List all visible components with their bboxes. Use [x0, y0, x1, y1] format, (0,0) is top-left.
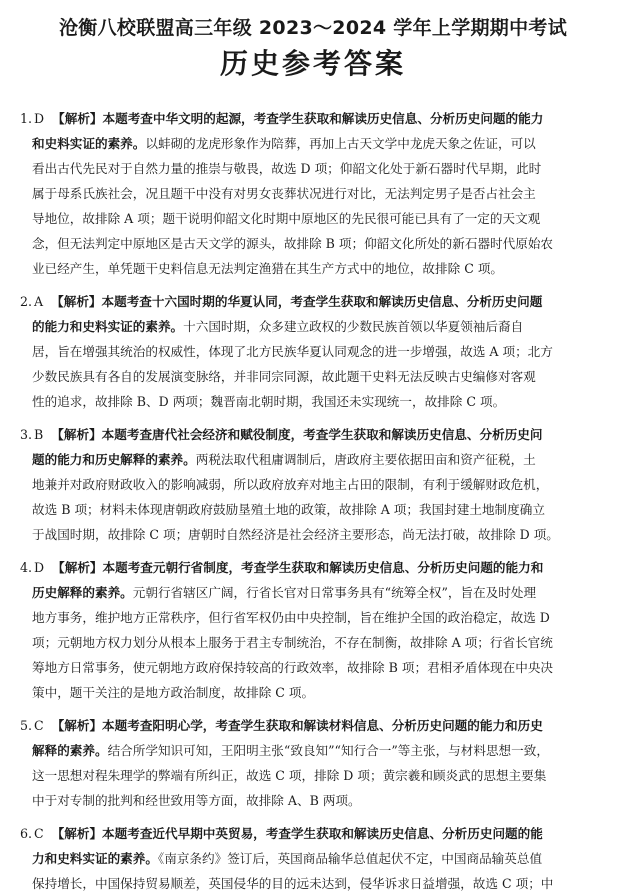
bold-text: 本题考查阳明心学，考查学生获取和解读材料信息、分析历史问题的能力和历史: [102, 718, 543, 733]
answer-line: [20, 680, 606, 705]
body-text: 念，但无法判定中原地区是古天文学的源头，故排除 B 项；仰韶文化所处的新石器时代原始农: [32, 236, 554, 251]
answer-line: [20, 821, 606, 846]
body-text: 十六国时期，众多建立政权的少数民族首领以华夏领袖后裔自: [183, 319, 524, 334]
body-text: 筹地方日常事务，使元朝地方政府保持较高的行政效率，故排除 B 项；君相矛盾体现在中央决: [32, 660, 554, 675]
body-text: 地兼并对政府财政收入的影响减弱，所以政府放弃对地主占田的限制，有利于缓解财政危机，: [32, 477, 549, 492]
analysis-tag: 【解析】: [51, 718, 103, 733]
body-text: 于战国时期，故排除 C 项；唐朝时自然经济是社会经济主要形态，尚无法打破，故排除 D 项。: [32, 527, 559, 542]
answer-line: [20, 339, 606, 364]
analysis-tag: 【解析】: [51, 826, 103, 841]
answer-line: [20, 106, 606, 131]
answer-line: [20, 497, 606, 522]
bold-text: 力和史料实证的素养。: [32, 851, 158, 866]
answer-item: [20, 555, 606, 705]
answer-line: [20, 256, 606, 281]
question-number: 2.: [20, 294, 33, 309]
answer-line: [20, 788, 606, 813]
question-number: 6.: [20, 826, 33, 841]
body-text: 策中，题干关注的是地方政治制度，故排除 C 项。: [32, 685, 315, 700]
answer-list: [20, 106, 606, 896]
answer-line: [20, 522, 606, 547]
answer-letter: D: [34, 560, 45, 575]
body-text: 这一思想对程朱理学的弊端有所纠正，故选 C 项，排除 D 项；黄宗羲和顾炎武的思想主要集: [32, 768, 547, 783]
answer-line: [20, 846, 606, 871]
body-text: 两税法取代租庸调制后，唐政府主要依据田亩和资产征税，土: [195, 452, 536, 467]
question-number: 5.: [20, 718, 33, 733]
answer-item: [20, 713, 606, 813]
answer-item: [20, 821, 606, 896]
analysis-tag: 【解析】: [51, 427, 102, 442]
body-text: 导地位，故排除 A 项；题干说明仰韶文化时期中原地区的先民很可能已具有了一定的天文观: [32, 211, 541, 226]
bold-text: 本题考查十六国时期的华夏认同，考查学生获取和解读历史信息、分析历史问题: [101, 294, 543, 309]
bold-text: 历史解释的素养。: [32, 585, 133, 600]
answer-line: [20, 447, 606, 472]
bold-text: 和史料实证的素养。: [32, 136, 146, 151]
answer-line: [20, 231, 606, 256]
answer-item: [20, 422, 606, 547]
body-text: 《南京条约》签订后，英国商品输华总值起伏不定，中国商品输英总值: [157, 851, 543, 866]
body-text: 结合所学知识可知，王阳明主张“致良知”“知行合一”等主张，与材料思想一致，: [107, 743, 549, 758]
answer-line: [20, 472, 606, 497]
bold-text: 本题考查中华文明的起源，考查学生获取和解读历史信息、分析历史问题的能力: [102, 111, 544, 126]
body-text: 居，旨在增强其统治的权威性，体现了北方民族华夏认同观念的进一步增强，故选 A 项；北方: [32, 344, 553, 359]
answer-line: [20, 871, 606, 896]
answer-line: [20, 422, 606, 447]
body-text: 保持增长，中国保持贸易顺差，英国侵华的目的远未达到，侵华诉求日益增强，故选 C 项；中: [32, 876, 554, 891]
answer-line: [20, 389, 606, 414]
bold-text: 解释的素养。: [32, 743, 108, 758]
body-text: 故选 B 项；材料未体现唐朝政府鼓励垦殖土地的政策，故排除 A 项；我国封建土地制度确立: [32, 502, 545, 517]
answer-line: [20, 131, 606, 156]
answer-line: [20, 555, 606, 580]
answer-line: [20, 364, 606, 389]
answer-line: [20, 605, 606, 630]
question-number: 3.: [20, 427, 33, 442]
body-text: 地方事务，维护地方正常秩序，但行省军权仍由中央控制，旨在维护全国的政治稳定，故选 D: [32, 610, 550, 625]
answer-line: [20, 314, 606, 339]
document-subtitle: 历史参考答案: [219, 47, 406, 80]
bold-text: 题的能力和历史解释的素养。: [32, 452, 196, 467]
bold-text: 本题考查元朝行省制度，考查学生获取和解读历史信息、分析历史问题的能力和: [102, 560, 544, 575]
question-number: 4.: [20, 560, 33, 575]
bold-text: 本题考查近代早期中英贸易，考查学生获取和解读历史信息、分析历史问题的能: [102, 826, 543, 841]
analysis-tag: 【解析】: [51, 294, 102, 309]
document-title: 沧衡八校联盟高三年级 2023～2024 学年上学期期中考试: [59, 17, 567, 39]
body-text: 元朝行省辖区广阔，行省长官对日常事务具有“统筹全权”，旨在及时处理: [132, 585, 537, 600]
answer-line: [20, 763, 606, 788]
answer-line: [20, 156, 606, 181]
bold-text: 的能力和史料实证的素养。: [32, 319, 184, 334]
answer-item: [20, 289, 606, 414]
body-text: 业已经产生，单凭题干史料信息无法判定渔猎在其生产方式中的地位，故排除 C 项。: [32, 261, 504, 276]
answer-line: [20, 289, 606, 314]
answer-line: [20, 181, 606, 206]
body-text: 以蚌砌的龙虎形象作为陪葬，再加上古天文学中龙虎天象之佐证，可以: [145, 136, 536, 151]
bold-text: 本题考查唐代社会经济和赋役制度，考查学生获取和解读历史信息、分析历史问: [101, 427, 543, 442]
answer-letter: D: [34, 111, 45, 126]
answer-line: [20, 206, 606, 231]
body-text: 项；元朝地方权力划分从根本上服务于君主专制统治，不存在制衡，故排除 A 项；行省长官统: [32, 635, 553, 650]
body-text: 看出古代先民对于自然力量的推崇与敬畏，故选 D 项；仰韶文化处于新石器时代早期，此时: [32, 161, 542, 176]
answer-line: [20, 630, 606, 655]
body-text: 少数民族具有各自的发展演变脉络，并非同宗同源，故此题干史料无法反映古史编修对客观: [32, 369, 536, 384]
body-text: 属于母系氏族社会，况且题干中没有对男女丧葬状况进行对比，无法判定男子是否占社会主: [32, 186, 536, 201]
analysis-tag: 【解析】: [52, 560, 103, 575]
analysis-tag: 【解析】: [52, 111, 103, 126]
answer-letter: C: [34, 718, 44, 733]
answer-line: [20, 713, 606, 738]
answer-letter: C: [34, 826, 44, 841]
question-number: 1.: [20, 111, 33, 126]
answer-letter: A: [34, 294, 44, 309]
body-text: 中于对专制的批判和经世致用等方面，故排除 A、B 两项。: [32, 793, 361, 808]
answer-letter: B: [34, 427, 44, 442]
answer-line: [20, 738, 606, 763]
body-text: 性的追求，故排除 B、D 两项；魏晋南北朝时期，我国还未实现统一，故排除 C 项。: [32, 394, 506, 409]
answer-item: [20, 106, 606, 281]
answer-line: [20, 580, 606, 605]
answer-line: [20, 655, 606, 680]
